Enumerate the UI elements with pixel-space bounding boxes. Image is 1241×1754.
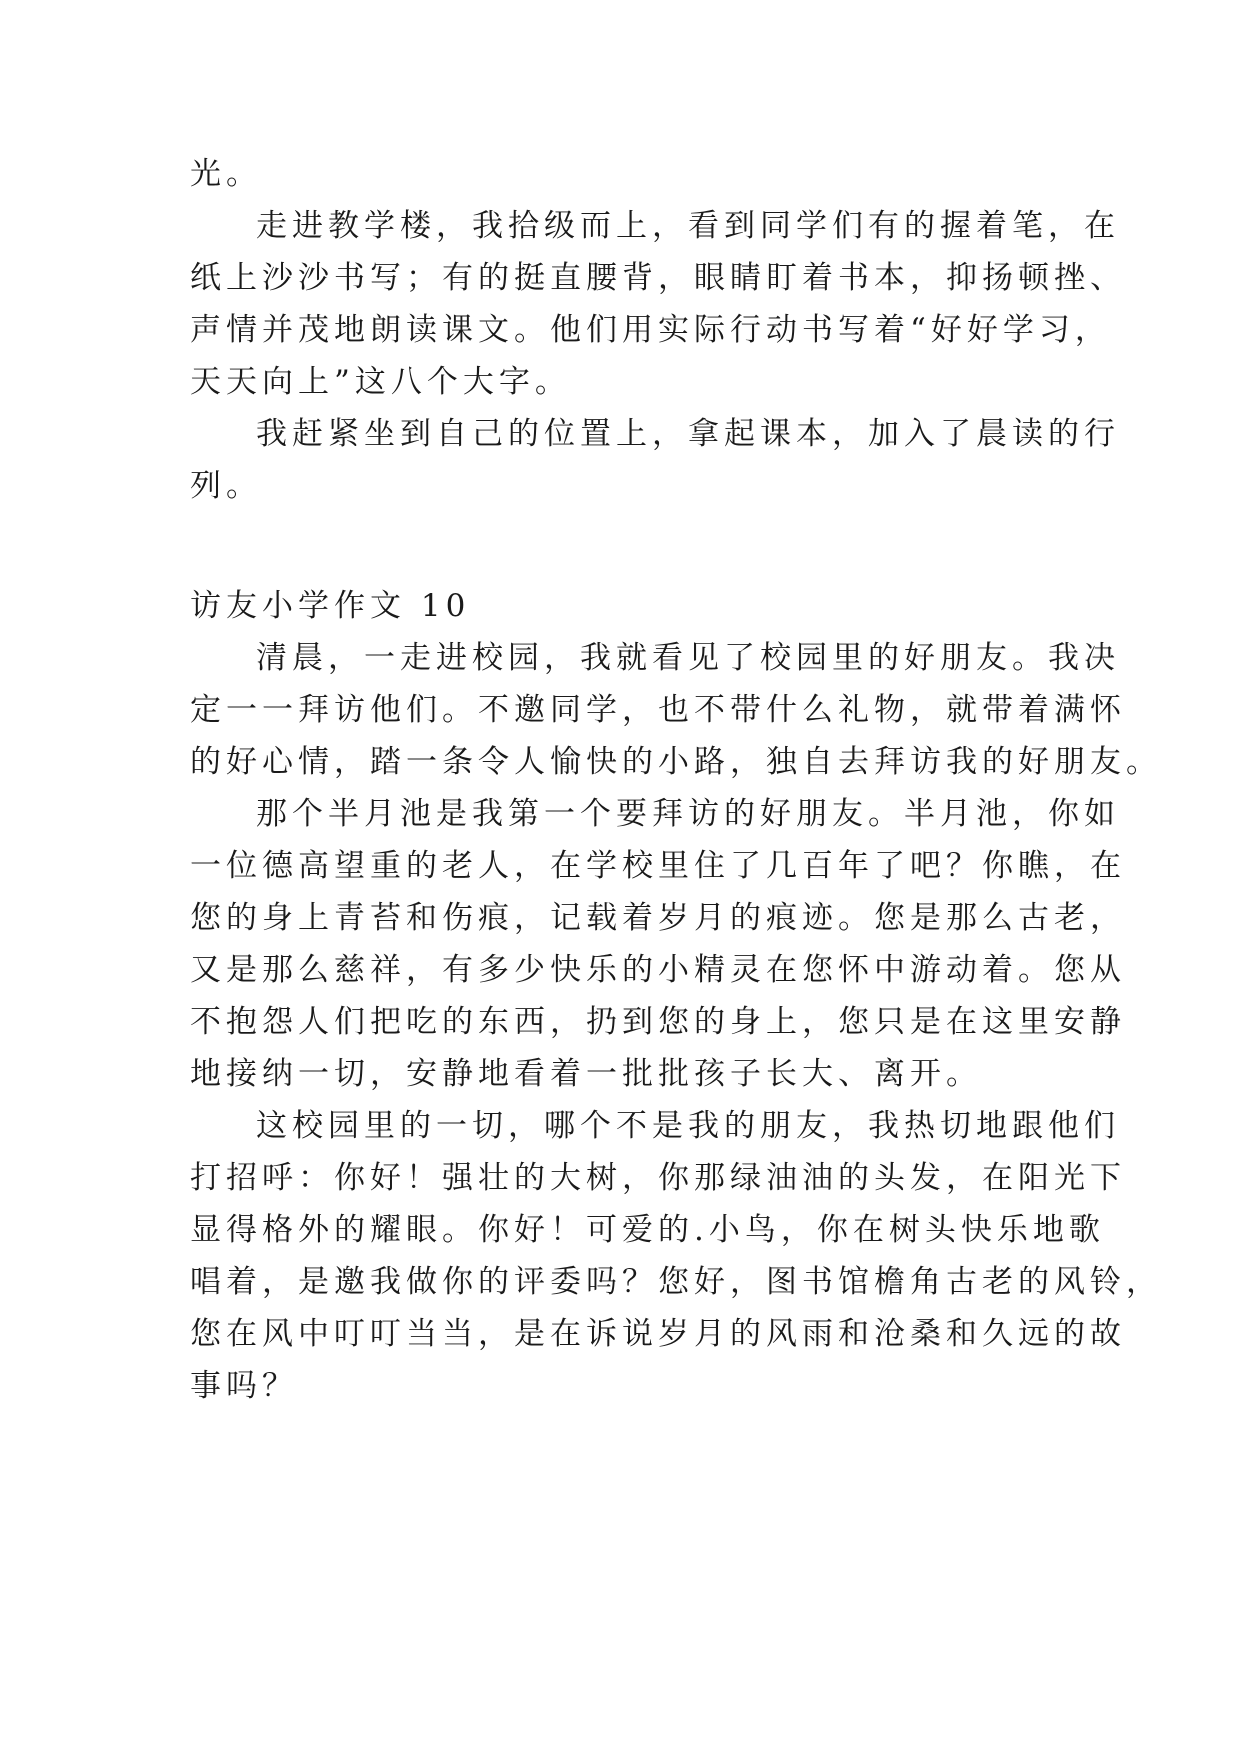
paragraph-start-line: 走进教学楼，我拾级而上，看到同学们有的握着笔，在 [256, 208, 1120, 244]
paragraph-start-line: 这校园里的一切，哪个不是我的朋友，我热切地跟他们 [256, 1108, 1120, 1144]
paragraph-start-line: 那个半月池是我第一个要拜访的好朋友。半月池，你如 [256, 796, 1120, 832]
text-line: 定一一拜访他们。不邀同学，也不带什么礼物，就带着满怀 [190, 692, 1126, 728]
text-line: 唱着，是邀我做你的评委吗？您好，图书馆檐角古老的风铃， [190, 1264, 1162, 1300]
text-line: 事吗？ [190, 1368, 298, 1404]
text-line: 纸上沙沙书写；有的挺直腰背，眼睛盯着书本，抑扬顿挫、 [190, 260, 1126, 296]
text-line: 又是那么慈祥，有多少快乐的小精灵在您怀中游动着。您从 [190, 952, 1126, 988]
text-line: 不抱怨人们把吃的东西，扔到您的身上，您只是在这里安静 [190, 1004, 1126, 1040]
text-line: 声情并茂地朗读课文。他们用实际行动书写着“好好学习， [190, 312, 1111, 348]
text-line: 打招呼：你好！强壮的大树，你那绿油油的头发，在阳光下 [190, 1160, 1126, 1196]
text-line: 光。 [190, 156, 262, 192]
text-line: 的好心情，踏一条令人愉快的小路，独自去拜访我的好朋友。 [190, 744, 1162, 780]
text-line: 一位德高望重的老人，在学校里住了几百年了吧？你瞧，在 [190, 848, 1126, 884]
text-line: 显得格外的耀眼。你好！可爱的.小鸟，你在树头快乐地歌 [190, 1212, 1105, 1248]
text-line: 您的身上青苔和伤痕，记载着岁月的痕迹。您是那么古老， [190, 900, 1126, 936]
text-line: 地接纳一切，安静地看着一批批孩子长大、离开。 [190, 1056, 982, 1092]
section-title: 访友小学作文 10 [190, 588, 471, 624]
text-line: 您在风中叮叮当当，是在诉说岁月的风雨和沧桑和久远的故 [190, 1316, 1126, 1352]
paragraph-start-line: 清晨，一走进校园，我就看见了校园里的好朋友。我决 [256, 640, 1120, 676]
text-line: 天天向上”这八个大字。 [190, 364, 571, 400]
paragraph-start-line: 我赶紧坐到自己的位置上，拿起课本，加入了晨读的行 [256, 416, 1120, 452]
text-line: 列。 [190, 468, 262, 504]
